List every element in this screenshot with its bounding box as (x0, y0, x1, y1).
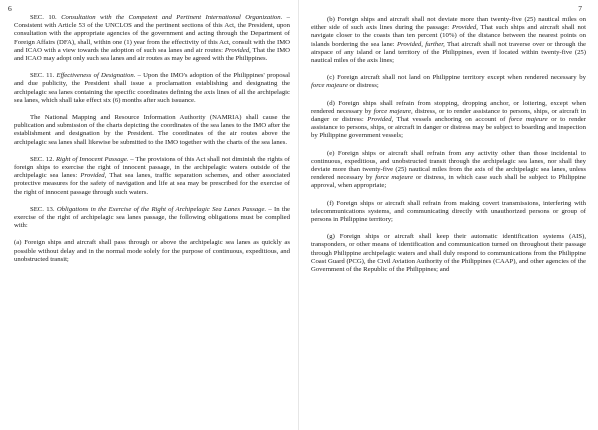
section-11 (14, 72, 290, 105)
section-12-title: Right of Innocent Passage. (55, 155, 129, 163)
section-11-body: – Upon the IMO's adoption of the Philippines' proposal and due publicity, the President shall issue a proclamation establishing and designating the archipelagic sea lanes containing the specific coordinates defining the axis lines of all the archipelagic sea lanes, which shall take effect six (6) months after such issuance. (14, 72, 290, 104)
item-b-proviso-1: Provided, (451, 24, 478, 32)
item-e-text-2: or distress, in which case such shall be subject to Philippine approval, when appropriate; (311, 174, 586, 190)
section-10-tail: That the IMO and ICAO may adopt only such sea lanes and air routes as may be agreed with the Philippines. (14, 46, 291, 63)
section-12-tail: That sea lanes, traffic separation schemes, and other associated protective measures for the safety of navigation and life at sea may be prescribed for the exercise of the right of innocent passage through such waters. (14, 172, 291, 196)
item-b-text-3: That aircraft shall not traverse over or through the airspace of any island or land territory of the Philippines, even if located within twenty-five (25) nautical miles of the axis lines; (311, 40, 586, 65)
item-d-force-majeure-1: force majeure (373, 107, 412, 115)
section-10-body: – Consistent with Article 53 of the UNCLOS and the pertinent sections of this Act, the President, upon consultation with the appropriate agencies of the government and acting through the Department of Foreign Affairs (DFA), shall, within one (1) year from the effectivity of this Act, consult with the IMO and ICAO with a view towards the adoption of such sea lanes and air routes: (14, 14, 291, 54)
item-c-text-2: or distress; (347, 82, 379, 90)
item-d-text-3: That vessels anchoring on account of (393, 116, 509, 124)
section-13-title: Obligations in the Exercise of the Right of Archipelagic Sea Lanes Passage. (56, 205, 267, 213)
item-e-text-1: (e) Foreign ships or aircraft shall refrain from any activity other than those incidental to continuous, expeditious, and unobstructed transit through the archipelagic sea lanes, nor shall they deviate more than twenty-five (25) nautical miles from the axis of the archipelagic sea lanes, unless rendered necessary by (311, 149, 586, 182)
left-page-text (14, 14, 290, 273)
item-b-text-1: (b) Foreign ships and aircraft shall not deviate more than twenty-five (25) nautical miles on either side of such axis lines during the passage: (311, 16, 586, 32)
section-12-head: SEC. 12. (30, 155, 55, 163)
section-13-body: – In the exercise of the right of archipelagic sea lanes passage, the following obligations must be complied with: (14, 205, 291, 230)
item-e-force-majeure: force majeure (375, 174, 414, 182)
item-a: (a) Foreign ships and aircraft shall pass through or above the archipelagic sea lanes as quickly as possible without delay and in the normal mode solely for the purpose of continuous, expeditious, and unobstructed transit; (14, 239, 290, 263)
section-12 (14, 156, 290, 197)
item-c-text-1: (c) Foreign aircraft shall not land on Philippine territory except when rendered necessary by (327, 74, 586, 82)
left-page-number: 6 (8, 4, 12, 13)
section-10-proviso: Provided, (224, 46, 251, 54)
item-d-proviso: Provided, (367, 116, 394, 124)
right-page-number: 7 (578, 4, 582, 13)
item-f: (f) Foreign ships or aircraft shall refrain from making covert transmissions, interfering with telecommunications systems, and communicating directly with unauthorized persons or group of persons in Philippine territory; (311, 199, 586, 224)
item-e (311, 150, 586, 191)
section-12-body: – The provisions of this Act shall not diminish the rights of foreign ships to exercise the right of innocent passage, in the archipelagic waters outside of the archipelagic sea lanes: (14, 155, 290, 180)
section-10-head: SEC. 10. (30, 14, 57, 21)
item-c (311, 74, 586, 90)
section-12-proviso: Provided, (80, 172, 107, 180)
item-d-text-4: or to render assistance to persons, ships, or aircraft in danger or distress may be subject to boarding and inspection by Philippine government vessels; (311, 116, 586, 140)
section-10-title: Consultation with the Competent and Pertinent International Organization. (61, 14, 283, 21)
item-b-text-2: That such ships and aircraft shall not navigate closer to the coasts than ten percent (10%) of the distance between the nearest points on islands bordering the sea lane: (311, 24, 587, 48)
right-page-text (311, 16, 586, 283)
section-11-title: Effectiveness of Designation. (56, 72, 136, 80)
item-d-force-majeure-2: force majeure (508, 116, 548, 124)
item-b (311, 16, 586, 65)
section-10 (14, 14, 290, 63)
item-c-force-majeure: force majeure (311, 82, 348, 90)
item-d (311, 100, 586, 141)
namria-paragraph: The National Mapping and Resource Information Authority (NAMRIA) shall cause the publication and submission of the charts depicting the coordinates of the sea lanes to the IMO after the establishment and designation by the President. The coordinates of the air routes above the archipelagic sea lanes shall likewise be submitted to the IMO together with the charts of the sea lanes. (14, 114, 290, 146)
item-g: (g) Foreign ships or aircraft shall keep their automatic identification systems (AIS), transponders, or other means of identification and communication turned on throughout their passage through Philippine archipelagic waters and shall duly respond to communications from the Philippine Coast Guard (PCG), the Civil Aviation Authority of the Philippines (CAAP), and other agencies of the Government of the Republic of the Philippines; and (311, 233, 586, 274)
item-b-proviso-2: Provided, further, (396, 40, 445, 48)
item-d-text-1: (d) Foreign ships shall refrain from stopping, dropping anchor, or loitering, except when rendered necessary by (311, 99, 586, 115)
section-13-head: SEC. 13. (30, 205, 55, 213)
section-11-head: SEC. 11. (30, 72, 55, 80)
item-d-text-2: , distress, or to render assistance to persons, ships, or aircraft in danger or distress: (311, 107, 586, 124)
section-13 (14, 206, 290, 231)
